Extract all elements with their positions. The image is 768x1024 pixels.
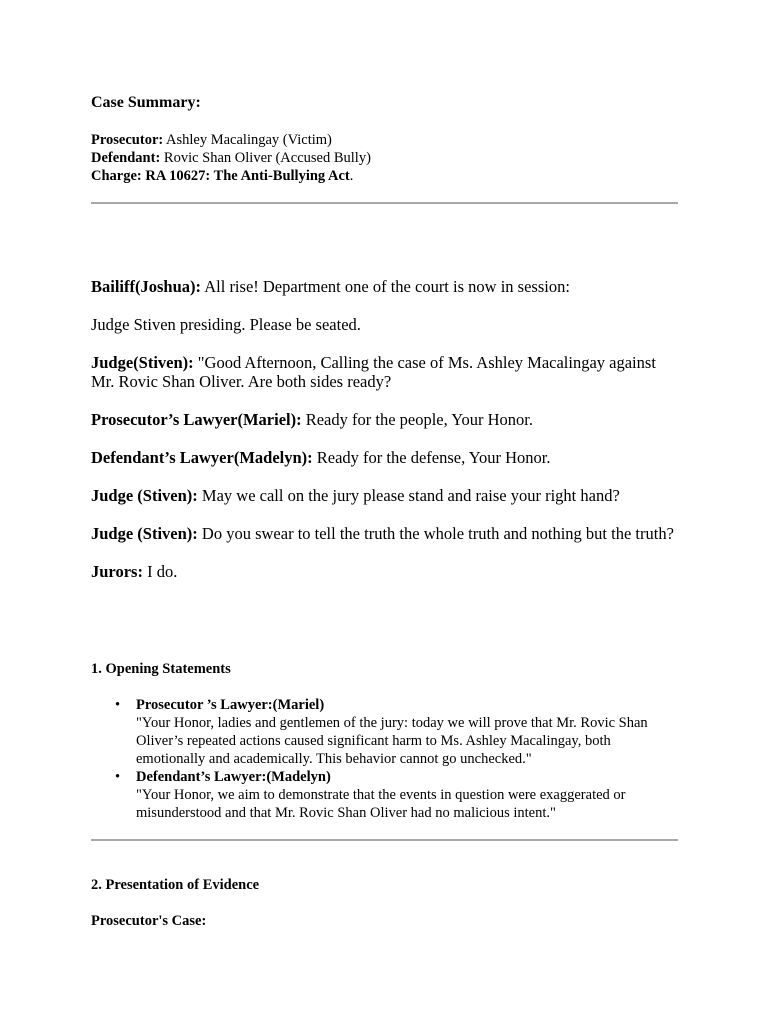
divider [91, 839, 678, 841]
bullet-icon: • [115, 697, 121, 713]
dialogue-text: All rise! Department one of the court is now in session: [201, 277, 570, 296]
list-item [91, 696, 678, 768]
dialogue-line [91, 448, 678, 467]
defendant-line [91, 149, 371, 167]
defendant-value: Rovic Shan Oliver (Accused Bully) [160, 150, 371, 166]
dialogue-speaker: Defendant’s Lawyer(Madelyn): [91, 448, 313, 467]
statement-quote: "Your Honor, we aim to demonstrate that the events in question were exaggerated or misunderstood and that Mr. Rovic Shan Oliver had no malicious intent." [136, 787, 626, 821]
case-summary-title: Case Summary: [91, 94, 201, 111]
evidence-heading: 2. Presentation of Evidence [91, 877, 260, 893]
dialogue-line [91, 353, 678, 391]
charge-suffix: . [349, 168, 354, 184]
statement-speaker: Prosecutor ’s Lawyer:(Mariel) [136, 697, 325, 713]
charge-label: Charge: RA 10627: The Anti-Bullying Act [91, 168, 350, 184]
dialogue-line [91, 524, 678, 543]
case-meta [91, 131, 371, 185]
dialogue-text: "Good Afternoon, Calling the case of Ms. Ashley Macalingay against Mr. Rovic Shan Oliver. Are both sides ready? [91, 353, 656, 391]
list-item [91, 768, 678, 822]
dialogue-line [91, 277, 678, 296]
dialogue-line [91, 315, 678, 334]
opening-statements-list [91, 696, 678, 822]
defendant-label: Defendant: [91, 150, 161, 166]
dialogue-speaker: Judge (Stiven): [91, 524, 198, 543]
prosecutor-case-heading: Prosecutor's Case: [91, 913, 207, 929]
courtroom-dialogue [91, 277, 678, 600]
dialogue-line [91, 410, 678, 429]
opening-statements-heading: 1. Opening Statements [91, 661, 231, 677]
dialogue-speaker: Prosecutor’s Lawyer(Mariel): [91, 410, 302, 429]
prosecutor-line [91, 131, 371, 149]
statement-quote: "Your Honor, ladies and gentlemen of the jury: today we will prove that Mr. Rovic Shan Oliver’s repeated actions caused significant harm to Ms. Ashley Macalingay, both emotionally and academically. This behavior cannot go unchecked." [136, 715, 648, 767]
dialogue-text: May we call on the jury please stand and raise your right hand? [197, 486, 620, 505]
dialogue-text: Ready for the people, Your Honor. [301, 410, 534, 429]
charge-line [91, 167, 371, 185]
prosecutor-label: Prosecutor: [91, 132, 164, 148]
dialogue-line [91, 562, 678, 581]
dialogue-speaker: Jurors: [91, 562, 143, 581]
dialogue-line [91, 486, 678, 505]
dialogue-text: Ready for the defense, Your Honor. [312, 448, 551, 467]
dialogue-text: Do you swear to tell the truth the whole truth and nothing but the truth? [197, 524, 674, 543]
dialogue-text: Judge Stiven presiding. Please be seated. [91, 315, 361, 334]
statement-speaker: Defendant’s Lawyer:(Madelyn) [136, 769, 331, 785]
prosecutor-value: Ashley Macalingay (Victim) [163, 132, 332, 148]
dialogue-speaker: Judge (Stiven): [91, 486, 198, 505]
divider [91, 202, 678, 204]
bullet-icon: • [115, 769, 121, 785]
dialogue-speaker: Bailiff(Joshua): [91, 277, 202, 296]
dialogue-text: I do. [142, 562, 178, 581]
dialogue-speaker: Judge(Stiven): [91, 353, 194, 372]
